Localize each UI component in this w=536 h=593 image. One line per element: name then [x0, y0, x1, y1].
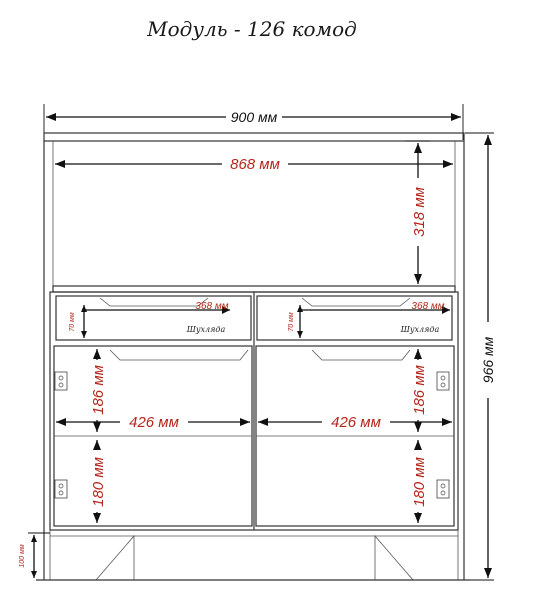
drawer-left-width-label: 368 мм — [195, 301, 229, 312]
plinth-height-dimension — [19, 533, 50, 578]
drawer-left — [56, 296, 251, 340]
door-right-handle — [312, 350, 410, 360]
overall-height-label: 966 мм — [480, 336, 496, 384]
overall-height-dimension — [462, 133, 496, 580]
inner-width-label: 868 мм — [230, 156, 280, 173]
drawer-right-height-label: 70 мм — [288, 312, 295, 332]
drawer-left-label: Шухляда — [186, 325, 226, 334]
drawer-left-handle — [100, 298, 208, 306]
door-left-width-label: 426 мм — [129, 414, 179, 431]
open-shelf-height-label: 318 мм — [411, 187, 428, 237]
upper-door-left-height-label: 186 мм — [90, 365, 107, 415]
drawer-right-handle — [302, 298, 410, 306]
drawer-left-height-label: 70 мм — [69, 312, 76, 332]
open-shelf-height-dimension — [405, 141, 430, 284]
inner-width-dimension — [55, 156, 453, 173]
door-right — [256, 346, 454, 526]
left-leg — [96, 536, 134, 580]
upper-door-right-height-label: 186 мм — [411, 365, 428, 415]
drawer-right-width-label: 368 мм — [411, 301, 445, 312]
right-leg — [375, 536, 413, 580]
plinth-height-label: 100 мм — [19, 544, 26, 568]
drawer-right-label: Шухляда — [400, 325, 440, 334]
overall-width-label: 900 мм — [230, 109, 278, 125]
lower-door-left-height-label: 180 мм — [90, 457, 107, 507]
lower-door-right-height-label: 180 мм — [411, 457, 428, 507]
door-right-width-label: 426 мм — [331, 414, 381, 431]
drawer-right — [257, 296, 452, 340]
overall-width-dimension — [44, 104, 463, 140]
door-left — [54, 346, 252, 526]
door-left-handle — [110, 350, 248, 360]
page-title: Модуль - 126 комод — [147, 17, 357, 41]
